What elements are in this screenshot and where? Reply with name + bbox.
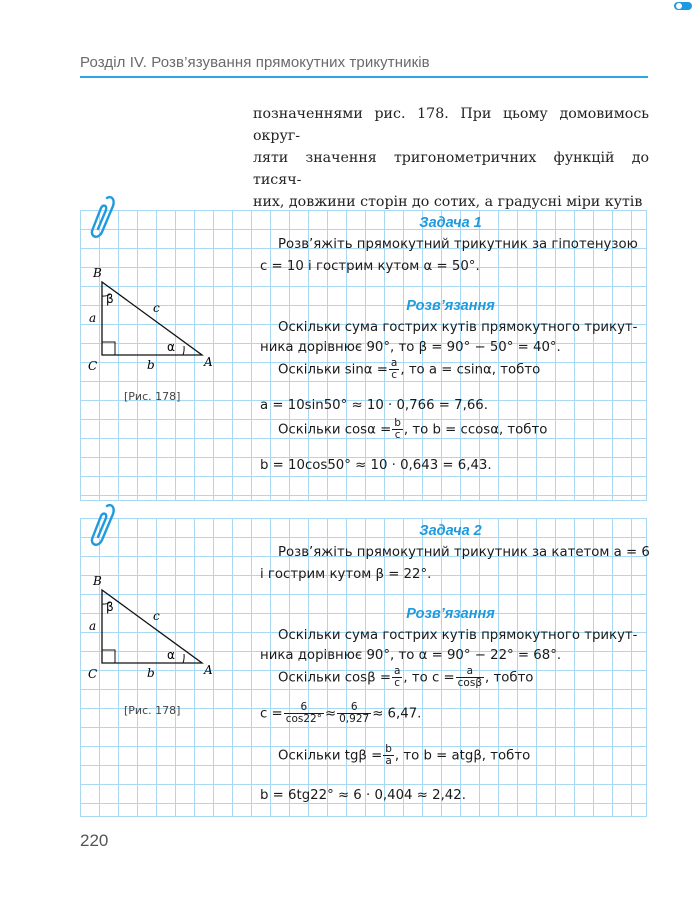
publisher-logo [674,2,692,10]
task2-grid-panel [80,518,650,817]
triangle-figure-icon [80,568,240,718]
angle-alpha-label: α [167,648,175,662]
task2-statement-line1: Розв’яжіть прямокутний трикутник за катетом a = 6 [278,545,650,560]
formula-text: Оскільки sinα = [278,362,388,378]
task1-statement-line2: c = 10 і гострим кутом α = 50°. [260,259,480,274]
formula-text: , тобто [485,670,534,686]
formula-text: ≈ 6,47. [372,706,422,722]
task1-statement-line1: Розв’яжіть прямокутний трикутник за гіпотенузою [278,237,638,252]
task1-solution-line3 [278,358,540,381]
side-a-label: a [89,619,97,633]
fraction-denominator: c [391,369,398,381]
section-header-title: Розділ IV. Розв’язування прямокутних трикутників [80,54,430,71]
intro-line: ляти значення тригонометричних функцій до тисяч- [253,150,649,188]
side-c-label: c [153,609,160,623]
task2-statement-line2: і гострим кутом β = 22°. [260,567,432,582]
task2-solution-line1: Оскільки сума гострих кутів прямокутного трикут- [278,628,638,643]
angle-alpha-label: α [167,340,175,354]
fraction [337,702,371,725]
fraction-denominator: 0,927 [339,713,370,725]
task2-title: Задача 2 [419,523,482,539]
intro-line: них, довжини сторін до сотих, а градусні міри кутів [253,194,643,210]
task1-solution-line6: b = 10cos50° ≈ 10 · 0,643 = 6,43. [260,458,492,473]
page-number: 220 [80,831,109,850]
fraction-denominator: cos22° [285,713,322,725]
paperclip-icon [88,192,118,242]
task2-solution-line3 [278,666,533,689]
formula-text: ≈ [324,706,337,722]
formula-text: Оскільки cosα = [278,422,392,438]
vertex-a-label: A [204,355,213,369]
figure-caption: [Рис. 178] [124,704,181,717]
formula-text: Оскільки cosβ = [278,670,391,686]
paperclip-icon [88,500,118,550]
fraction [392,418,403,441]
task1-solution-line2: ника дорівнює 90°, то β = 90° − 50° = 40°. [260,340,561,355]
task1-solution-line5 [278,418,547,441]
task1-content [258,210,643,500]
angle-beta-label: β [106,600,114,614]
figure-caption: [Рис. 178] [124,390,181,403]
formula-text: , то a = csinα, тобто [400,362,541,378]
fraction-denominator: c [394,429,401,441]
fraction [284,702,324,725]
formula-text: , то b = ccosα, тобто [403,422,548,438]
side-b-label: b [147,666,155,680]
formula-text: , то c = [403,670,455,686]
vertex-c-label: C [88,359,98,373]
header-divider [80,76,648,78]
fraction [392,666,402,689]
task2-solution-line6: b = 6tg22° ≈ 6 · 0,404 ≈ 2,42. [260,788,466,803]
fraction-numerator: a [393,665,401,677]
task2-solution-line2: ника дорівнює 90°, то α = 90° − 22° = 68°. [260,648,562,663]
task1-solution-line4: a = 10sin50° ≈ 10 · 0,766 = 7,66. [260,398,488,413]
fraction-numerator: 6 [284,702,324,714]
formula-text: , то b = atgβ, тобто [394,748,531,764]
fraction [456,666,484,689]
formula-text: Оскільки tgβ = [278,748,383,764]
task2-content [258,518,650,816]
vertex-c-label: C [88,667,98,681]
side-a-label: a [89,311,97,325]
angle-beta-label: β [106,292,114,306]
task1-solution-title: Розв’язання [406,298,495,314]
fraction-numerator: b [385,743,392,755]
task2-solution-title: Розв’язання [406,606,495,622]
fraction-numerator: b [394,417,401,429]
intro-line: позначеннями рис. 178. При цьому домовимось округ- [253,106,649,144]
vertex-b-label: B [93,574,102,588]
fraction-numerator: 6 [337,702,371,714]
vertex-a-label: A [204,663,213,677]
fraction [389,358,399,381]
triangle-figure-icon [80,260,240,410]
fraction-numerator: a [390,357,398,369]
task1-solution-line1: Оскільки сума гострих кутів прямокутного трикут- [278,320,638,335]
fraction-denominator: a [385,755,392,767]
side-c-label: c [153,301,160,315]
task1-grid-panel [80,210,647,501]
fraction-denominator: cosβ [457,677,483,689]
fraction [383,744,394,767]
fraction-numerator: a [456,666,484,678]
task2-solution-line5 [278,744,530,767]
fraction-denominator: c [394,677,401,689]
task2-solution-line4 [260,702,421,725]
task1-title: Задача 1 [419,215,482,231]
side-b-label: b [147,358,155,372]
vertex-b-label: B [93,266,102,280]
formula-text: c = [260,706,283,722]
